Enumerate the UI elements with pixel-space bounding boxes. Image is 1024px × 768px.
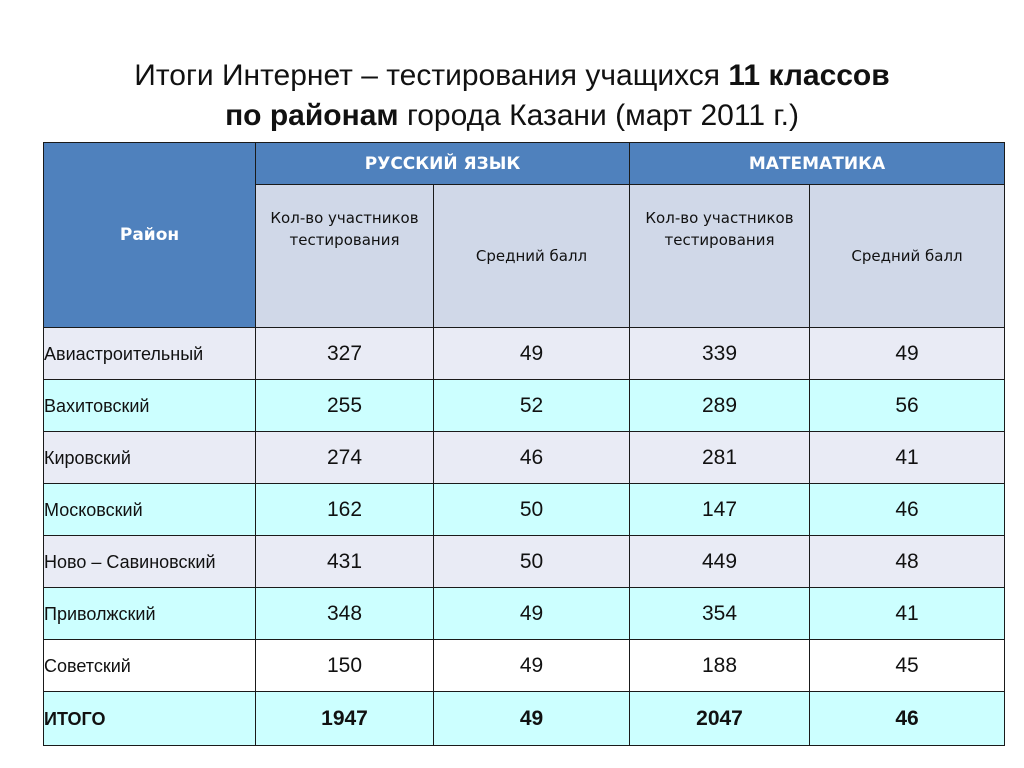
russian-avg-cell: 49 [434,328,630,380]
math-avg-cell: 45 [810,640,1005,692]
subject-header-russian: РУССКИЙ ЯЗЫК [256,143,630,185]
math-count-cell: 354 [630,588,810,640]
russian-count-cell: 150 [256,640,434,692]
russian-count-cell: 431 [256,536,434,588]
math-avg-cell: 41 [810,588,1005,640]
russian-avg-header: Средний балл [434,185,630,328]
russian-count-cell: 274 [256,432,434,484]
russian-count-cell: 348 [256,588,434,640]
title-bold-1: 11 классов [728,59,890,92]
russian-count-cell: 255 [256,380,434,432]
table-body [44,328,1005,746]
russian-avg-cell: 46 [434,432,630,484]
table-row [44,588,1005,640]
math-avg-cell: 56 [810,380,1005,432]
table-row [44,536,1005,588]
table-row [44,380,1005,432]
math-count-header: Кол-во участников тестирования [630,185,810,328]
title-text-2: города Казани (март 2011 г.) [398,99,799,132]
russian-avg-cell: 49 [434,640,630,692]
russian-avg-cell: 52 [434,380,630,432]
math-avg-cell: 46 [810,484,1005,536]
slide-title [0,56,1024,136]
math-count-cell: 339 [630,328,810,380]
table-header [44,143,1005,328]
district-name: Советский [44,640,256,692]
russian-count-cell: 327 [256,328,434,380]
table-row [44,432,1005,484]
results-table [43,142,1005,746]
math-count-cell: 289 [630,380,810,432]
district-name: Московский [44,484,256,536]
district-column-header: Район [44,143,256,328]
russian-avg-cell: 50 [434,484,630,536]
total-row [44,692,1005,746]
table-row [44,328,1005,380]
math-avg-header: Средний балл [810,185,1005,328]
title-bold-2: по районам [225,99,399,132]
district-name: Авиастроительный [44,328,256,380]
subject-header-math: МАТЕМАТИКА [630,143,1005,185]
district-name: Вахитовский [44,380,256,432]
russian-count-header: Кол-во участников тестирования [256,185,434,328]
total-russian-count: 1947 [256,692,434,746]
math-avg-cell: 49 [810,328,1005,380]
table-row [44,640,1005,692]
russian-avg-cell: 49 [434,588,630,640]
total-label: ИТОГО [44,692,256,746]
russian-count-cell: 162 [256,484,434,536]
math-count-cell: 281 [630,432,810,484]
math-count-cell: 449 [630,536,810,588]
header-row-subjects [44,143,1005,185]
russian-avg-cell: 50 [434,536,630,588]
math-avg-cell: 48 [810,536,1005,588]
math-count-cell: 188 [630,640,810,692]
math-count-cell: 147 [630,484,810,536]
total-russian-avg: 49 [434,692,630,746]
district-name: Кировский [44,432,256,484]
title-text-1: Итоги Интернет – тестирования учащихся [134,59,729,92]
math-avg-cell: 41 [810,432,1005,484]
district-name: Приволжский [44,588,256,640]
title-line-1 [0,56,1024,96]
total-math-count: 2047 [630,692,810,746]
title-line-2 [0,96,1024,136]
table-row [44,484,1005,536]
total-math-avg: 46 [810,692,1005,746]
district-name: Ново – Савиновский [44,536,256,588]
